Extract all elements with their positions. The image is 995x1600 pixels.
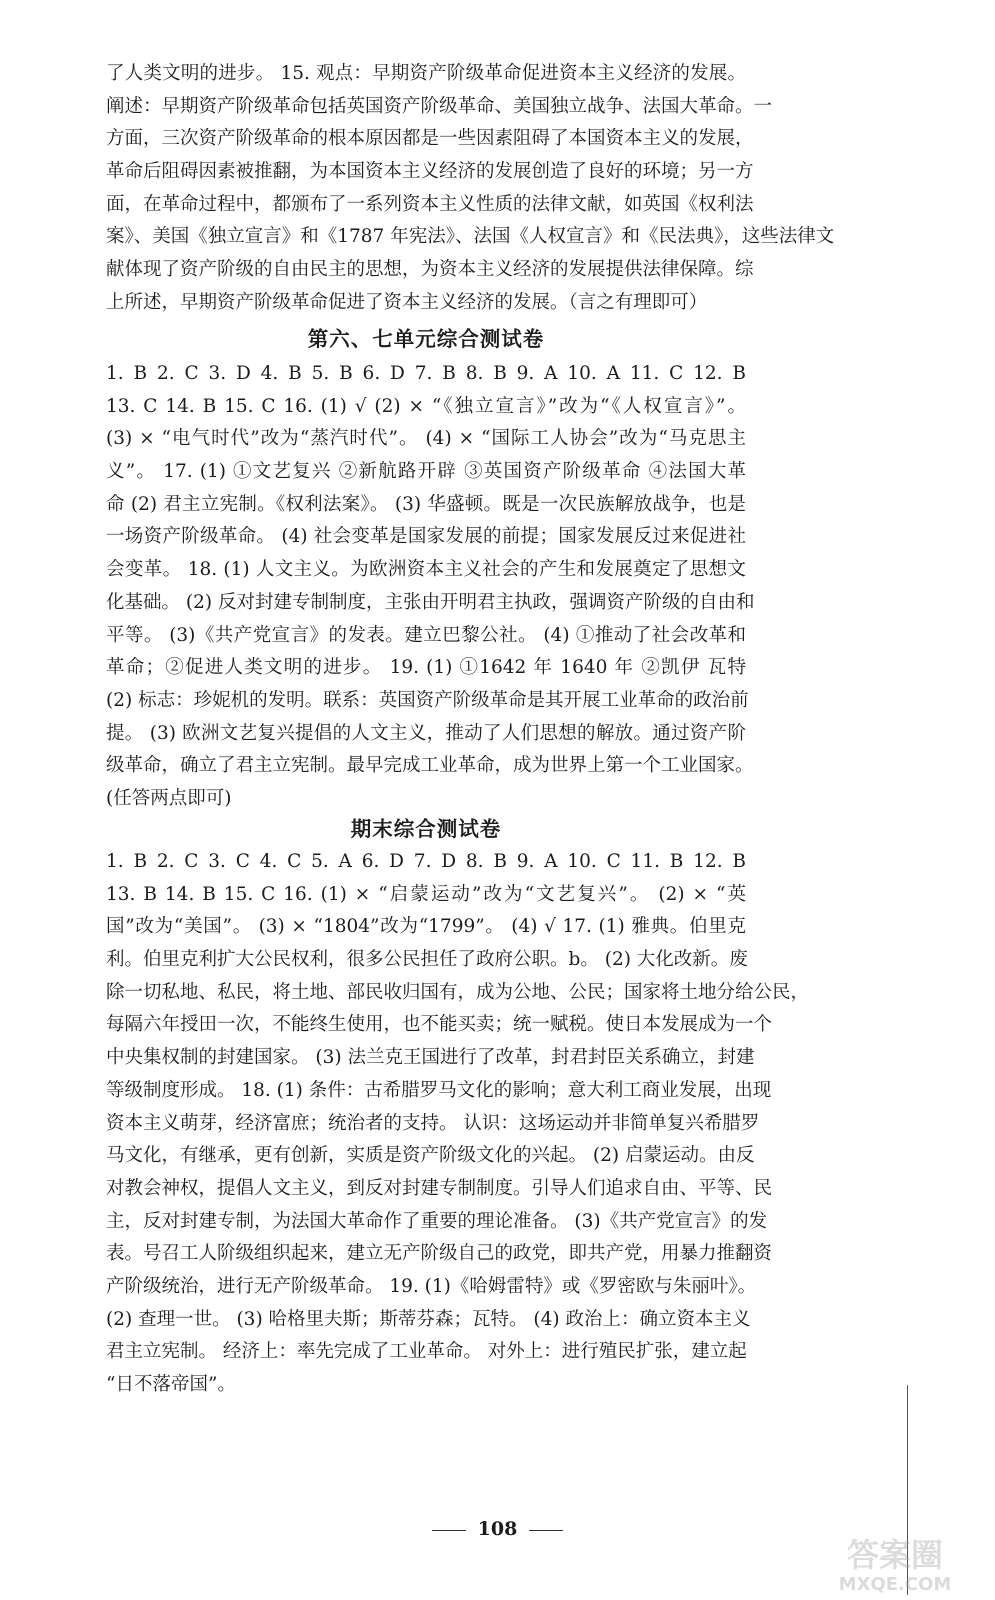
answer-line: (2) 查理一世。 (3) 哈格里夫斯；斯蒂芬森；瓦特。 (4) 政治上：确立资本主义 (106, 1308, 751, 1330)
answer-line: 主，反对封建专制，为法国大革命作了重要的理论准备。 (3)《共产党宣言》的发 (106, 1210, 768, 1232)
answer-line: 除一切私地、私民，将土地、部民收归国有，成为公地、公民；国家将土地分给公民， (106, 981, 810, 1003)
section-heading-final-exam: 期末综合测试卷 (350, 817, 502, 841)
answer-line: 等级制度形成。 18. (1) 条件：古希腊罗马文化的影响；意大利工商业发展，出现 (106, 1079, 772, 1101)
answer-line: 会变革。 18. (1) 人文主义。为欧洲资本主义社会的产生和发展奠定了思想文 (106, 559, 746, 581)
answer-line: “日不落帝国”。 (106, 1374, 236, 1395)
answer-line: (任答两点即可) (106, 787, 232, 809)
watermark-logo (815, 1532, 975, 1594)
answer-line: 平等。 (3)《共产党宣言》的发表。建立巴黎公社。 (4) ①推动了社会改革和 (106, 624, 746, 646)
answer-line: (2) 标志：珍妮机的发明。联系：英国资产阶级革命是其开展工业革命的政治前 (106, 689, 749, 711)
text-line: 阐述：早期资产阶级革命包括英国资产阶级革命、美国独立战争、法国大革命。一 (106, 95, 773, 117)
watermark-text-bottom: MXQE.COM (838, 1574, 952, 1595)
text-line: 革命后阻碍因素被推翻，为本国资本主义经济的发展创造了良好的环境；另一方 (106, 161, 754, 183)
answer-line: 表。号召工人阶级组织起来，建立无产阶级自己的政党，即共产党，用暴力推翻资 (106, 1243, 773, 1265)
answer-line: 对教会神权，提倡人文主义，到反对封建专制制度。引导人们追求自由、平等、民 (106, 1177, 773, 1199)
section-heading-unit-6-7: 第六、七单元综合测试卷 (307, 327, 545, 351)
text-line: 案》、美国《独立宣言》和《1787 年宪法》、法国《人权宣言》和《民法典》，这些法律文 (106, 226, 835, 248)
answer-line: 1. B 2. C 3. D 4. B 5. B 6. D 7. B 8. B 9. A 10. A 11. C 12. B (106, 363, 746, 384)
answer-line: 提。 (3) 欧洲文艺复兴提倡的人文主义，推动了人们思想的解放。通过资产阶 (106, 722, 746, 744)
text-line: 方面，三次资产阶级革命的根本原因都是一些因素阻碍了本国资本主义的发展， (106, 128, 754, 150)
answer-line: 君主立宪制。 经济上：率先完成了工业革命。 对外上：进行殖民扩张，建立起 (106, 1341, 747, 1363)
section-answers-final-exam (106, 846, 810, 1402)
answer-line: 化基础。 (2) 反对封建专制制度，主张由开明君主执政，强调资产阶级的自由和 (106, 591, 755, 613)
answer-line: 资本主义萌芽，经济富庶；统治者的支持。 认识：这场运动并非简单复兴希腊罗 (106, 1112, 760, 1134)
answer-line: 义”。 17. (1) ①文艺复兴 ②新航路开辟 ③英国资产阶级革命 ④法国大革 (106, 461, 746, 483)
answer-line: 1. B 2. C 3. C 4. C 5. A 6. D 7. D 8. B 9. A 10. C 11. B 12. B (106, 851, 746, 872)
text-line: 献体现了资产阶级的自由民主的思想，为资本主义经济的发展提供法律保障。综 (106, 259, 754, 281)
answer-line: 中央集权制的封建国家。 (3) 法兰克王国进行了改革，封君封臣关系确立，封建 (106, 1047, 755, 1069)
answer-line: (3) × “电气时代”改为“蒸汽时代”。 (4) × “国际工人协会”改为“马克思主 (106, 428, 746, 450)
page-number-text: 108 (477, 1518, 518, 1540)
answer-line: 产阶级统治，进行无产阶级革命。 19. (1)《哈姆雷特》或《罗密欧与朱丽叶》。 (106, 1275, 757, 1297)
section-continuation (106, 58, 835, 320)
answer-line: 13. B 14. B 15. C 16. (1) × “启蒙运动”改为“文艺复兴”。 (2) × “英 (106, 883, 746, 905)
text-line: 了人类文明的进步。 15. 观点：早期资产阶级革命促进资本主义经济的发展。 (106, 63, 746, 84)
answer-line: 13. C 14. B 15. C 16. (1) √ (2) × “《独立宣言》”改为“《人权宣言》”。 (106, 395, 746, 417)
answer-line: 命 (2) 君主立宪制。《权利法案》。 (3) 华盛顿。既是一次民族解放战争，也是 (106, 493, 746, 515)
answer-line: 每隔六年授田一次，不能终生使用，也不能买卖；统一赋税。使日本发展成为一个 (106, 1014, 773, 1036)
answer-line: 国”改为“美国”。 (3) × “1804”改为“1799”。 (4) √ 17. (1) 雅典。伯里克 (106, 916, 746, 938)
section-answers-unit-6-7 (106, 358, 755, 816)
page-number-dash-right (529, 1530, 563, 1531)
answer-line: 马文化，有继承，更有创新，实质是资产阶级文化的兴起。 (2) 启蒙运动。由反 (106, 1145, 755, 1167)
answer-line: 革命；②促进人类文明的进步。 19. (1) ①1642 年 1640 年 ②凯伊 瓦特 (106, 657, 746, 679)
page-number-dash-left (432, 1530, 466, 1531)
watermark-text-top: 答案圈 (846, 1536, 944, 1574)
answer-line: 级革命，确立了君主立宪制。最早完成工业革命，成为世界上第一个工业国家。 (106, 755, 754, 777)
answer-line: 利。伯里克利扩大公民权利，很多公民担任了政府公职。b。 (2) 大化改新。废 (106, 949, 748, 971)
answer-line: 一场资产阶级革命。 (4) 社会变革是国家发展的前提；国家发展反过来促进社 (106, 526, 746, 548)
text-line: 上所述，早期资产阶级革命促进了资本主义经济的发展。（言之有理即可） (106, 291, 708, 313)
text-line: 面，在革命过程中，都颁布了一系列资本主义性质的法律文献，如英国《权利法 (106, 193, 754, 215)
